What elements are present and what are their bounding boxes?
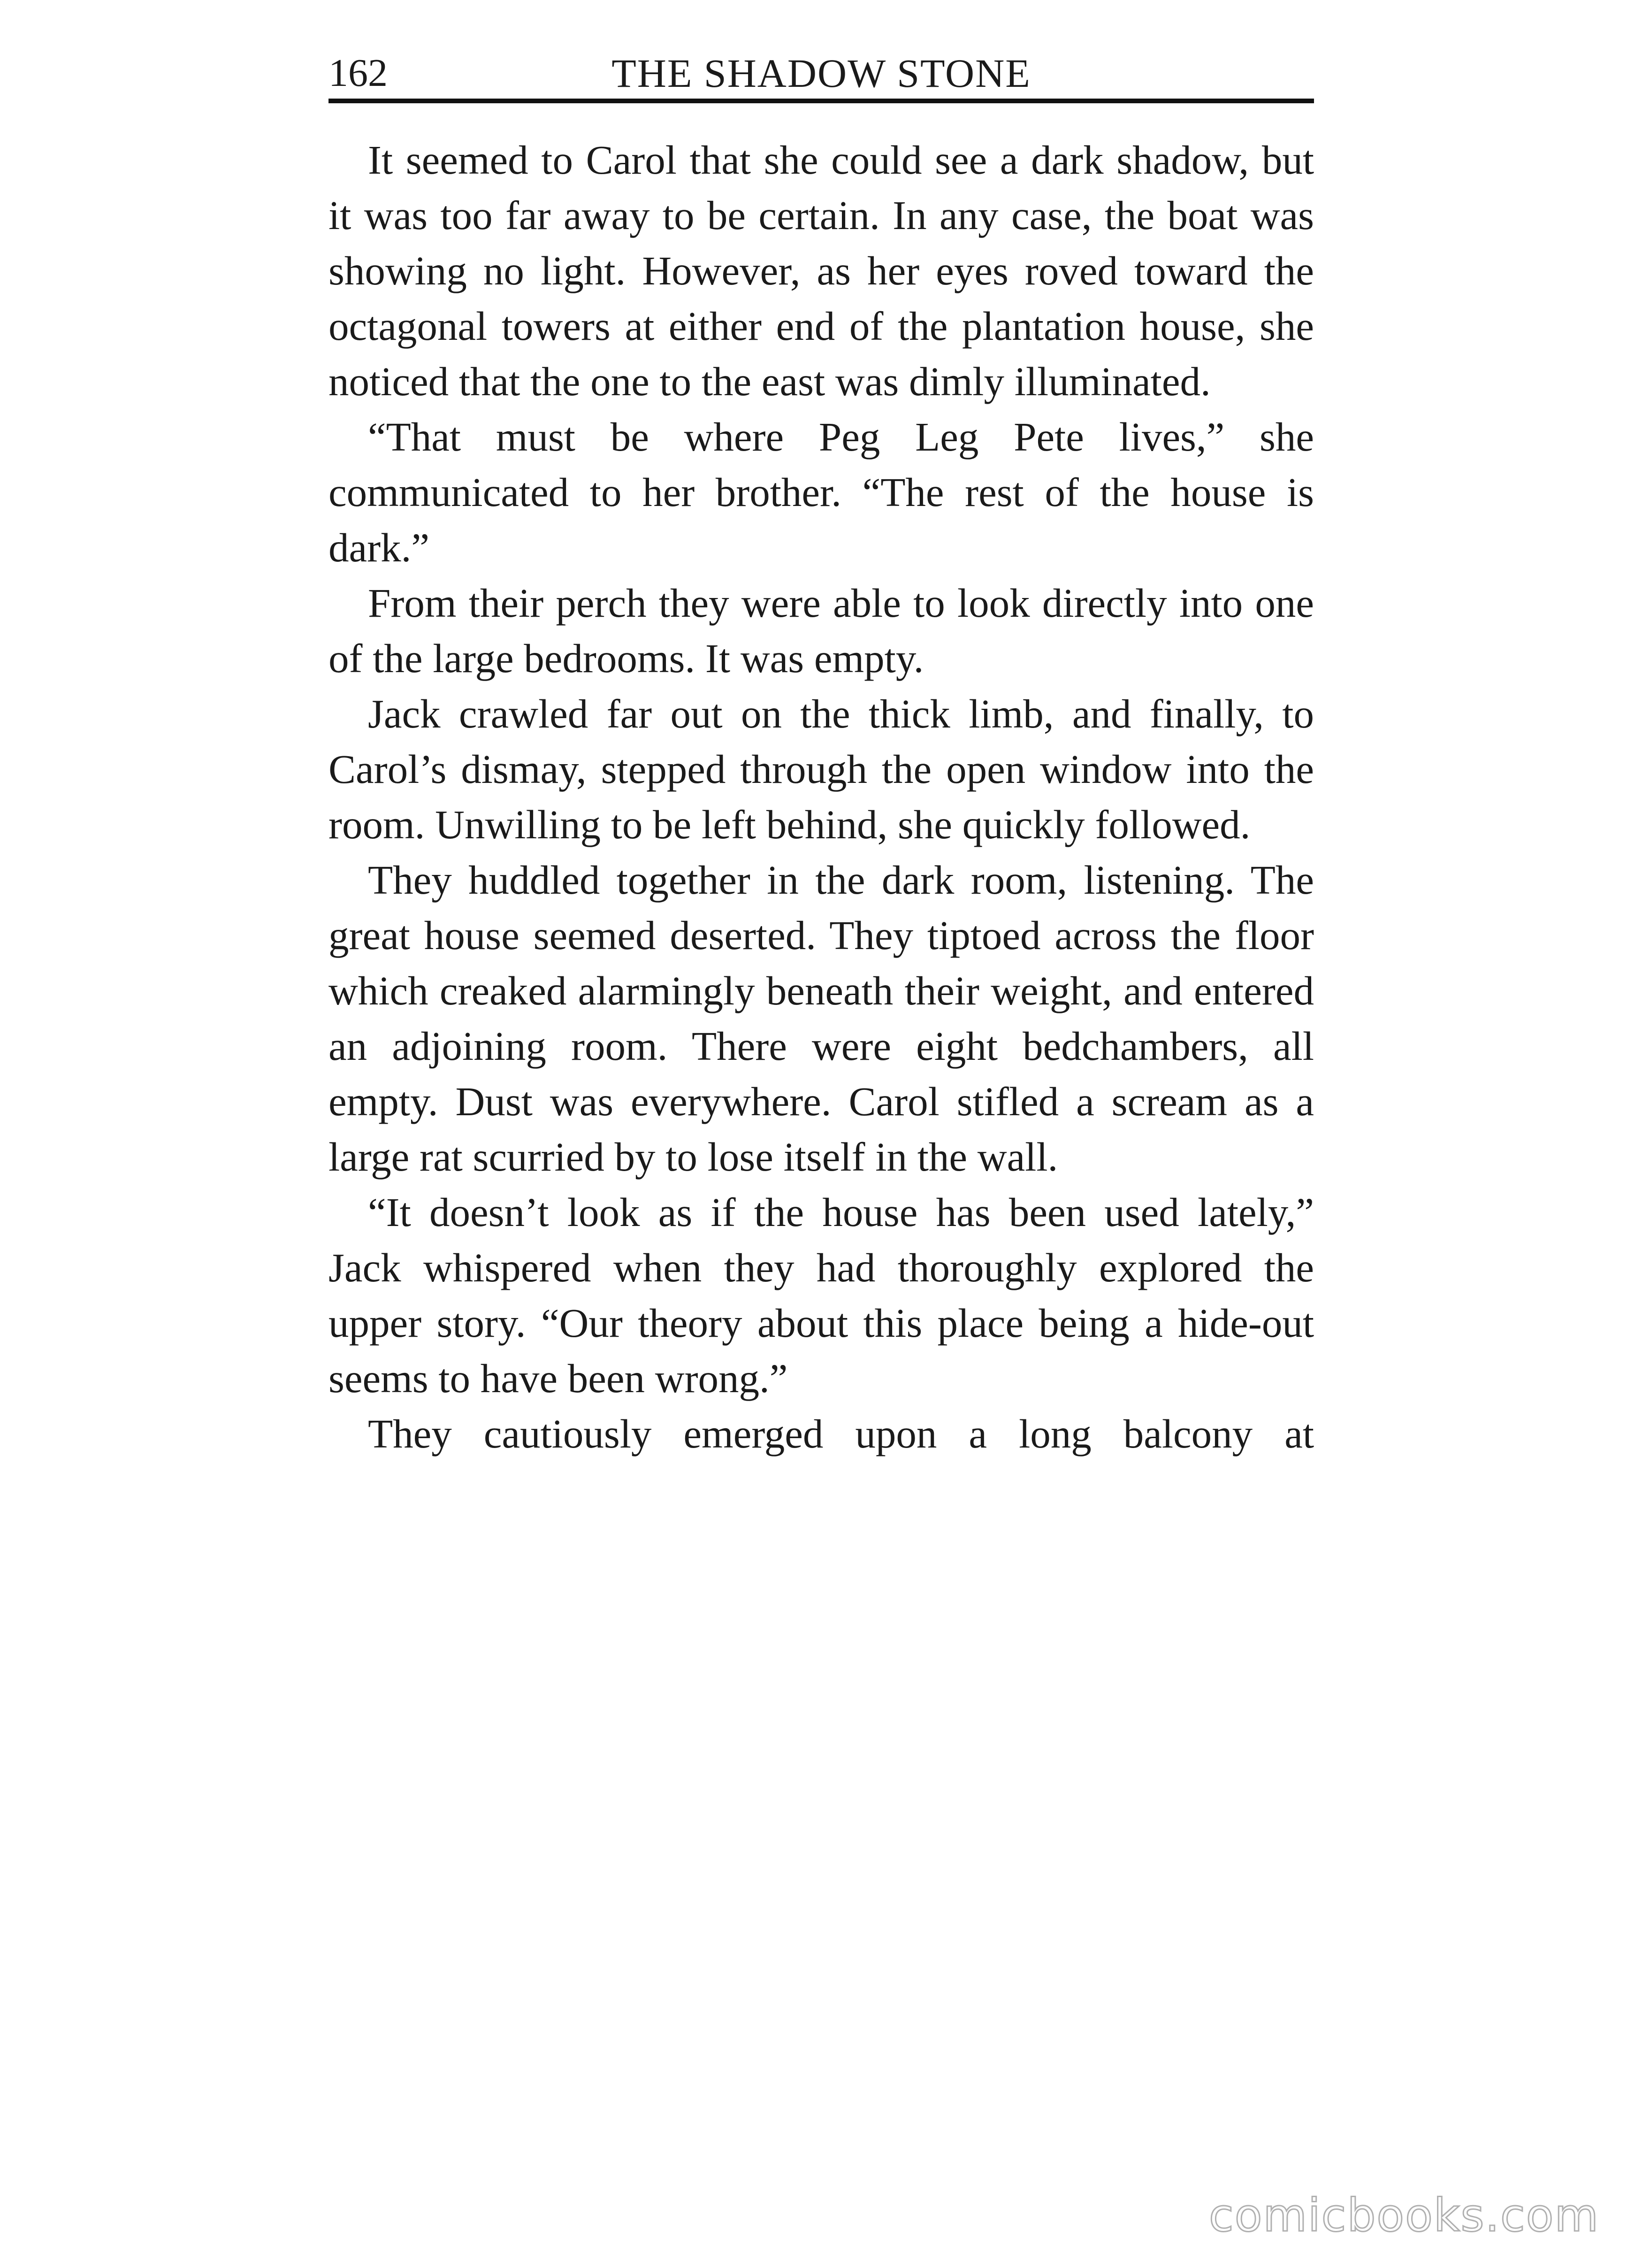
- page-number: 162: [329, 51, 388, 95]
- paragraph: They huddled together in the dark room, listening. The great house seemed deserted. They tiptoed across the floor which creaked alarmingly beneath their weight, and entered an adjoining room. There were eight bedchambers, all empty. Dust was everywhere. Carol stifled a scream as a large rat scurried by to lose itself in the wall.: [329, 857, 1314, 1180]
- running-title: THE SHADOW STONE: [611, 51, 1031, 96]
- paragraph: From their perch they were able to look directly into one of the large bedrooms. It was empty.: [329, 580, 1314, 681]
- header-rule: [329, 99, 1314, 103]
- paragraph: It seemed to Carol that she could see a dark shadow, but it was too far away to be certain. In any case, the boat was showing no light. However, as her eyes roved toward the octagonal towers at either end of the plantation house, she noticed that the one to the east was dimly illuminated.: [329, 137, 1314, 404]
- paragraph-continued: They cautiously emerged upon a long balcony at: [368, 1411, 1314, 1456]
- watermark: comicbooks.com: [1208, 2189, 1599, 2242]
- body-text: [329, 132, 1314, 1462]
- paragraph: “That must be where Peg Leg Pete lives,” she communicated to her brother. “The rest of the house is dark.”: [329, 414, 1314, 570]
- paragraph: “It doesn’t look as if the house has been used lately,” Jack whispered when they had thoroughly explored the upper story. “Our theory about this place being a hide-out seems to have been wrong.”: [329, 1189, 1314, 1401]
- paragraph: Jack crawled far out on the thick limb, and finally, to Carol’s dismay, stepped through the open window into the room. Unwilling to be left behind, she quickly followed.: [329, 691, 1314, 847]
- page-header: [329, 45, 1314, 101]
